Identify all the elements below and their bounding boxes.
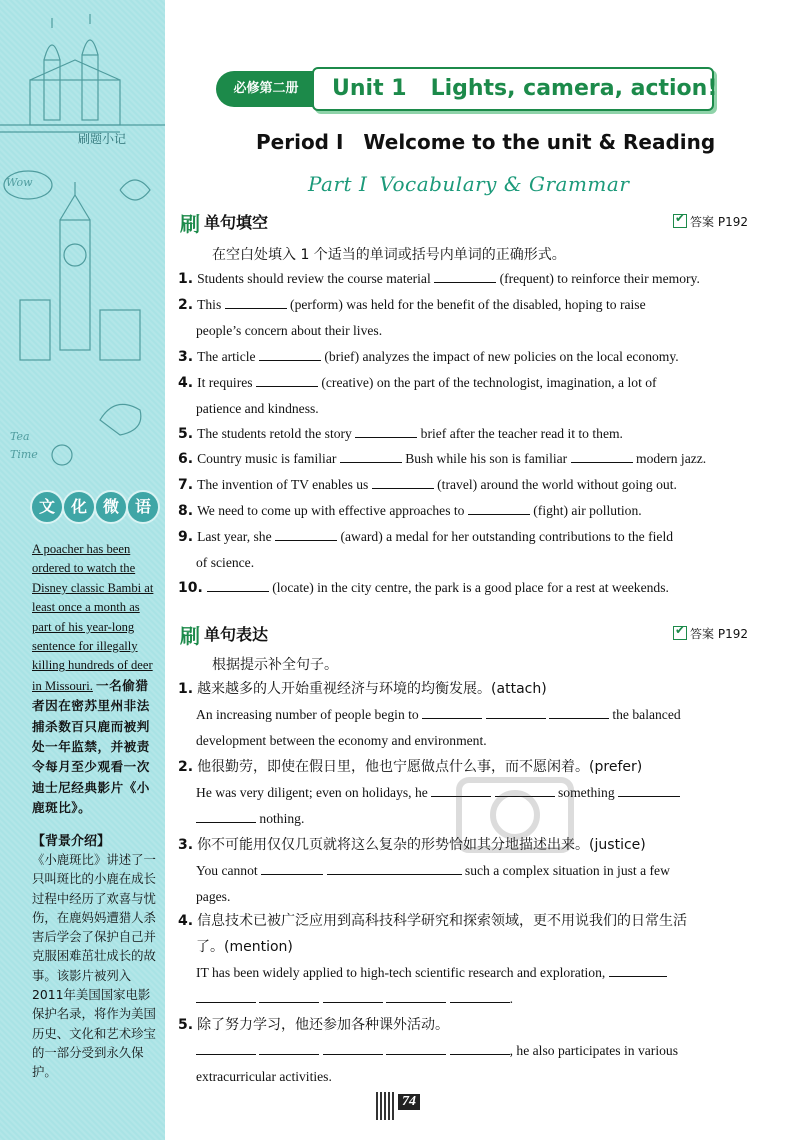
express-item-3: 3. 你不可能用仅仅几页就将这么复杂的形势恰如其分地描述出来。(justice) You cannot such a complex situation in just a few pages. [178,837,670,904]
section1-title: 单句填空 [204,213,269,232]
answer-blank[interactable] [327,860,462,875]
section1-brush-mark: 刷 [180,212,200,236]
period-number: Period I [256,130,344,154]
period-title: Welcome to the unit & Reading [363,130,716,154]
sidebar-illustration [0,0,165,480]
answer-blank[interactable] [571,448,633,463]
svg-text:Wow: Wow [6,176,33,189]
answer-blank[interactable] [422,704,482,719]
sidebar [0,0,165,1140]
section1-answer-ref: ✔ 答案 P192 [675,211,748,229]
answer-blank[interactable] [386,1040,446,1055]
express-item-4: 4. 信息技术已被广泛应用到高科技科学研究和探索领域，更不用说我们的日常生活 了。(mention) IT has been widely applied to high-tech scientific research and exploration, . [178,913,688,1006]
period-heading [256,130,716,154]
section1-instruction: 在空白处填入 1 个适当的单词或括号内单词的正确形式。 [212,247,566,263]
answer-blank[interactable] [259,346,321,361]
fill-item-6: 6. Country music is familiar Bush while his son is familiar modern jazz. [178,446,750,472]
story-english: A poacher has been ordered to watch the Disney classic Bambi at least once a month as part of his year-long sentence for illegally killing hundreds of deer in Missouri. [32,542,154,693]
fill-item-9: 9. Last year, she (award) a medal for her outstanding contributions to the field of science. [178,524,750,576]
culture-story [32,540,156,819]
culture-char-4: 语 [126,490,160,524]
section1-header [180,208,750,234]
answer-blank[interactable] [618,782,680,797]
svg-text:Time: Time [10,448,38,461]
answer-blank[interactable] [434,268,496,283]
fill-item-10: 10. (locate) in the city centre, the park is a good place for a rest at weekends. [178,575,750,601]
watermark-logo [455,770,575,860]
answer-blank[interactable] [450,1040,510,1055]
section2-instruction: 根据提示补全句子。 [212,657,338,673]
express-item-5: 5. 除了努力学习，他还参加各种课外活动。 , he also participates in various extracurricular activities. [178,1017,678,1084]
background-text: 《小鹿斑比》讲述了一只叫斑比的小鹿在成长过程中经历了欢喜与忧伤，在鹿妈妈遭猎人杀害后学会了保护自己并克服困难茁壮成长的故事。该影片被列入2011年美国国家电影保护名录，将作为美国历史、文化和艺术珍宝的一部分受到永久保护。 [32,852,156,1080]
background-heading: 【背景介绍】 [32,834,111,849]
culture-badge [30,490,160,524]
express-item-2: 2. 他很勤劳，即使在假日里，他也宁愿做点什么事，而不愿闲着。(prefer) He was very diligent; even on holidays, he something nothing. [178,754,750,832]
answer-blank[interactable] [323,988,383,1003]
answer-blank[interactable] [207,577,269,592]
answer-blank[interactable] [549,704,609,719]
fill-item-4: 4. It requires (creative) on the part of the technologist, imagination, a lot of patience and kindness. [178,370,750,422]
unit-number: Unit 1 [332,76,407,101]
page-bar-icon [376,1092,394,1120]
culture-char-2: 化 [62,490,96,524]
answer-blank[interactable] [450,988,510,1003]
svg-text:Tea: Tea [10,430,30,443]
answer-blank[interactable] [259,1040,319,1055]
answer-blank[interactable] [355,423,417,438]
check-icon: ✔ [673,214,687,228]
book-label: 必修第二册 [216,71,316,107]
fill-item-7: 7. The invention of TV enables us (travel) around the world without going out. [178,472,750,498]
fill-item-2: 2. This (perform) was held for the benefit of the disabled, hoping to raise people’s concern about their lives. [178,292,750,344]
answer-blank[interactable] [196,1040,256,1055]
answer-blank[interactable] [486,704,546,719]
fill-item-5: 5. The students retold the story brief after the teacher read it to them. [178,421,750,447]
fill-item-8: 8. We need to come up with effective approaches to (fight) air pollution. [178,498,750,524]
part-number: Part I [308,172,368,196]
answer-blank[interactable] [225,294,287,309]
section2-title: 单句表达 [204,625,269,644]
sidebar-tag: 刷题小记 [78,132,127,146]
culture-char-1: 文 [30,490,64,524]
answer-blank[interactable] [340,448,402,463]
answer-blank[interactable] [259,988,319,1003]
unit-heading [312,67,718,111]
check-icon: ✔ [673,626,687,640]
answer-blank[interactable] [261,860,323,875]
answer-blank[interactable] [196,808,256,823]
fill-item-1: 1. Students should review the course material (frequent) to reinforce their memory. [178,266,750,292]
answer-blank[interactable] [468,500,530,515]
answer-blank[interactable] [196,988,256,1003]
answer-blank[interactable] [372,474,434,489]
unit-title: Lights, camera, action! [430,76,718,101]
answer-blank[interactable] [386,988,446,1003]
unit-banner [216,67,718,111]
answer-blank[interactable] [609,962,667,977]
answer-blank[interactable] [323,1040,383,1055]
part-title: Vocabulary & Grammar [379,172,630,196]
section2-answer-ref: ✔ 答案 P192 [675,623,748,641]
part-heading [308,172,629,196]
express-item-1: 1. 越来越多的人开始重视经济与环境的均衡发展。(attach) An increasing number of people begin to the balanced development between the economy and environment. [178,681,681,748]
answer-blank[interactable] [275,526,337,541]
story-chinese: 一名偷猎者因在密苏里州非法捕杀数百只鹿而被判处一年监禁，并被责令每月至少观看一次迪士尼经典影片《小鹿斑比》。 [32,677,150,816]
section2-brush-mark: 刷 [180,624,200,648]
section2-header [180,620,750,646]
fill-item-3: 3. The article (brief) analyzes the impact of new policies on the local economy. [178,344,750,370]
culture-char-3: 微 [94,490,128,524]
page-number: 74 [376,1090,426,1120]
answer-blank[interactable] [256,372,318,387]
